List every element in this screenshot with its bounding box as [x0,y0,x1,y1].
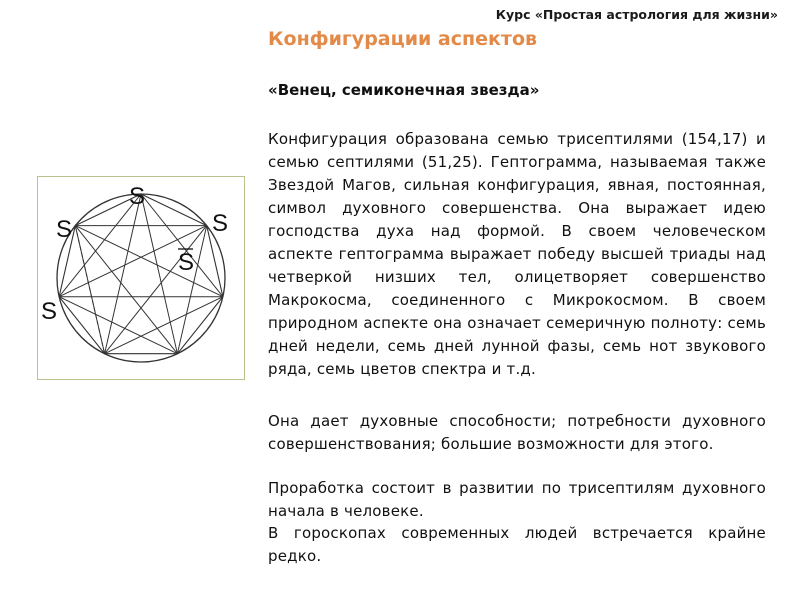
heptagram-diagram [37,176,245,380]
label-s-left-upper: S [56,216,73,243]
page-title: Конфигурации аспектов [268,28,538,50]
working-paragraph: Проработка состоит в развитии по трисептилям духовного начала в человеке. [268,479,766,520]
label-s-top: S [129,183,146,210]
abilities-paragraph: Она дает духовные способности; потребности духовного совершенствования; большие возможности для этого. [268,412,766,453]
label-s-inner-right: S [178,249,195,276]
label-s-right-upper: S [212,210,229,237]
description-paragraph: Конфигурация образована семью трисептилями (154,17) и семью септилями (51,25). Гептограмма, называемая также Звездой Магов, сильная конфигурация, явная, постоянная, символ духовного совершенства. Она выражает идею господства духа над формой. В своем человеческом аспекте гептограмма выражает победу высшей триады над четверкой низших тел, олицетворяет совершенство Макрокосма, соединенного с Микрокосмом. В своем природном аспекте она означает семеричную полноту: семь дней недели, семь дней лунной фазы, семь нот звукового ряда, семь цветов спектра и т.д. [268,130,766,378]
outer-circle [57,194,225,362]
label-s-left-lower: S [41,298,58,325]
septile-star [59,194,223,354]
heptagram-svg [38,177,246,381]
heptagon-outline [59,194,223,354]
course-name: Курс «Простая астрология для жизни» [495,7,778,22]
triseptile-star [59,194,223,354]
rarity-paragraph: В гороскопах современных людей встречается крайне редко. [268,524,766,565]
configuration-subtitle: «Венец, семиконечная звезда» [268,81,540,99]
